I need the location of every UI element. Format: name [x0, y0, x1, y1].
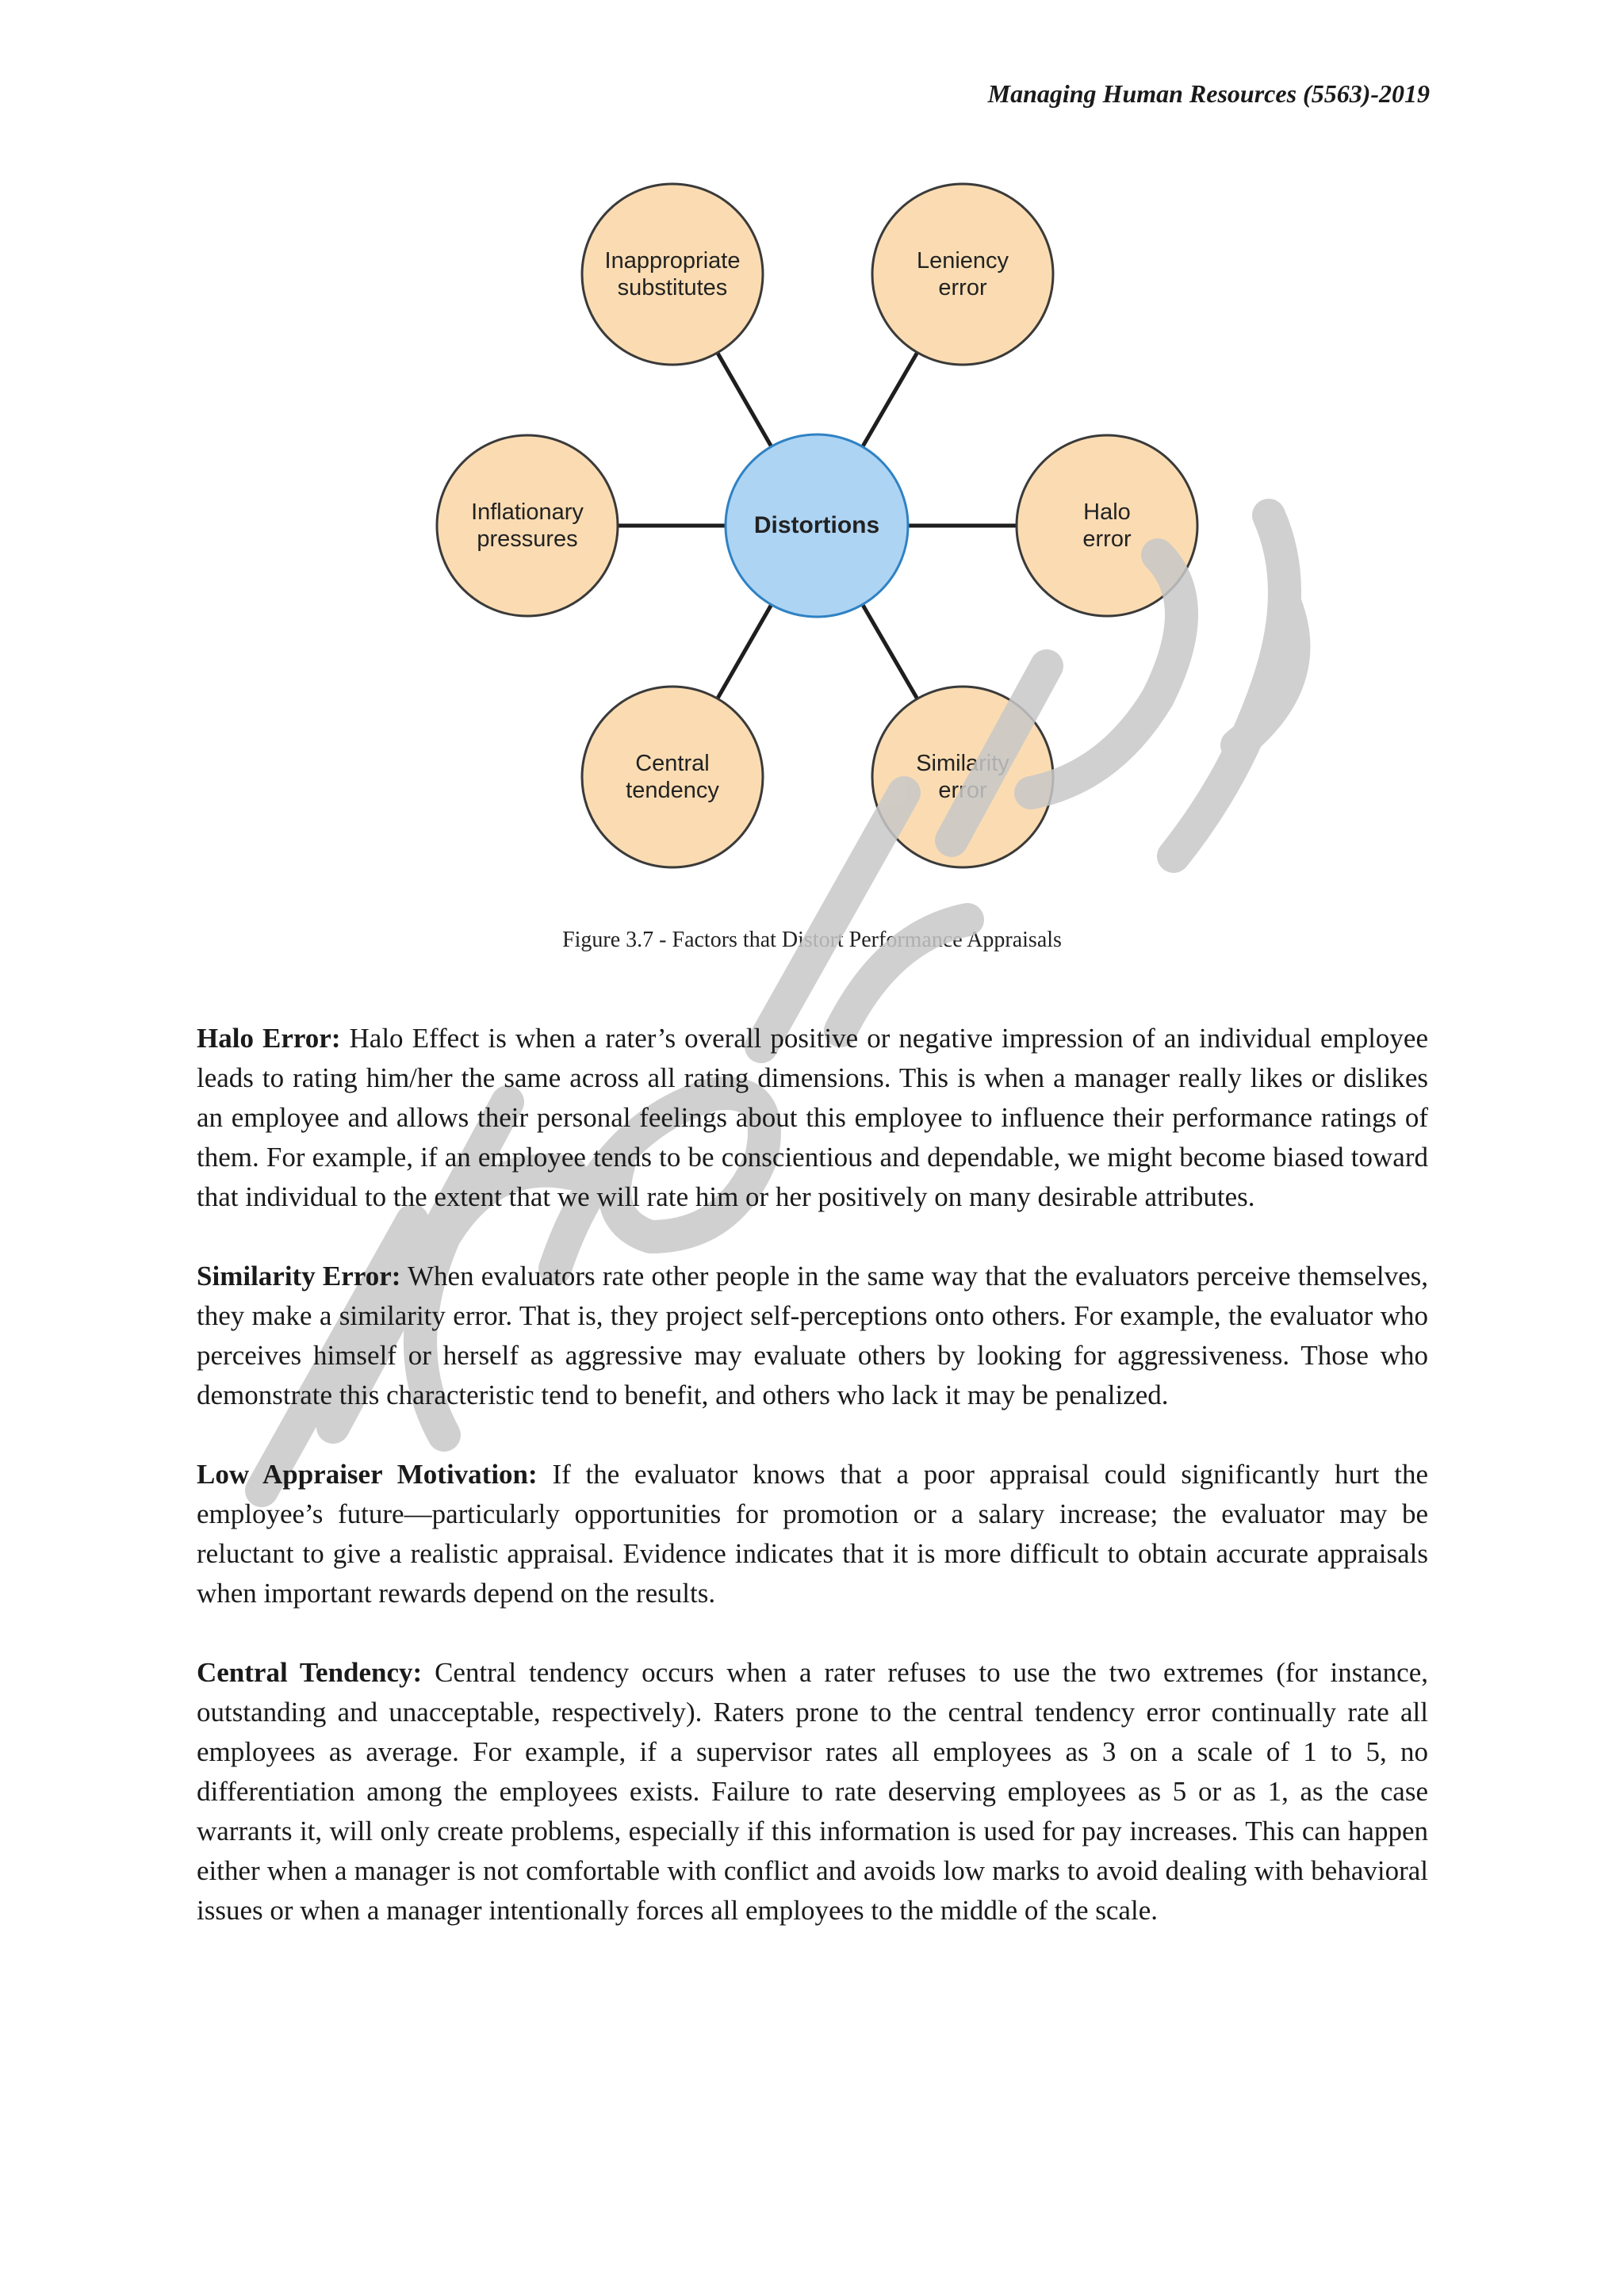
node-label-similarity-error: Similarity error	[916, 751, 1009, 803]
body-text	[197, 1019, 1428, 1970]
running-header: Managing Human Resources (5563)-2019	[987, 79, 1430, 108]
watermark-stroke	[841, 920, 967, 1031]
paragraph-text: If the evaluator knows that a poor appraisal could significantly hurt the employee’s future—particularly opportunities for promotion or a salary increase; the evaluator may be reluctant to give a realistic appraisal. Evidence indicates that it is more difficult to obtain accurate appraisals when important rewards depend on the results.	[197, 1459, 1428, 1609]
term-low-appraiser-motivation: Low Appraiser Motivation:	[197, 1459, 538, 1490]
term-halo-error: Halo Error:	[197, 1023, 341, 1054]
paragraph-text: Halo Effect is when a rater’s overall positive or negative impression of an individual employee leads to rating him/her the same across all rating dimensions. This is when a manager really likes or dislikes an employee and allows their personal feelings about this employee to influence their performance ratings of them. For example, if an employee tends to be conscientious and dependable, we might become biased toward that individual to the extent that we will rate him or her positively on many desirable attributes.	[197, 1023, 1428, 1212]
node-label-central-tendency: Central tendency	[626, 751, 719, 803]
paragraph-halo-error	[197, 1019, 1428, 1217]
node-label-inflationary-pressures: Inflationary pressures	[471, 499, 584, 552]
term-central-tendency: Central Tendency:	[197, 1657, 423, 1688]
node-label-distortions: Distortions	[753, 512, 880, 538]
node-label-halo-error: Halo error	[1082, 499, 1132, 552]
node-label-inappropriate-substitutes: Inappropriate substitutes	[604, 248, 741, 300]
term-similarity-error: Similarity Error:	[197, 1261, 401, 1292]
figure-caption: Figure 3.7 - Factors that Distort Performance Appraisals	[562, 928, 1062, 952]
paragraph-text: When evaluators rate other people in the same way that the evaluators perceive themselves, they make a similarity error. That is, they project self-perceptions onto others. For example, the evaluator who perceives himself or herself as aggressive may evaluate others by looking for aggressiveness. Those who demonstrate this characteristic tend to benefit, and others who lack it may be penalized.	[197, 1261, 1428, 1410]
watermark-stroke	[952, 666, 1047, 840]
paragraph-central-tendency	[197, 1653, 1428, 1931]
watermark-stroke	[761, 793, 904, 1047]
paragraph-similarity-error	[197, 1257, 1428, 1415]
paragraph-low-appraiser-motivation	[197, 1455, 1428, 1613]
paragraph-text: Central tendency occurs when a rater refuses to use the two extremes (for instance, outstanding and unacceptable, respectively). Raters prone to the central tendency error continually rate all employees as average. For example, if a supervisor rates all employees as 3 on a scale of 1 to 5, no differentiation among the employees exists. Failure to rate deserving employees as 5 or as 1, as the case warrants it, will only create problems, especially if this information is used for pay increases. This can happen either when a manager is not comfortable with conflict and avoids low marks to avoid dealing with behavioral issues or when a manager intentionally forces all employees to the middle of the scale.	[197, 1657, 1428, 1926]
node-label-leniency-error: Leniency error	[916, 248, 1009, 300]
